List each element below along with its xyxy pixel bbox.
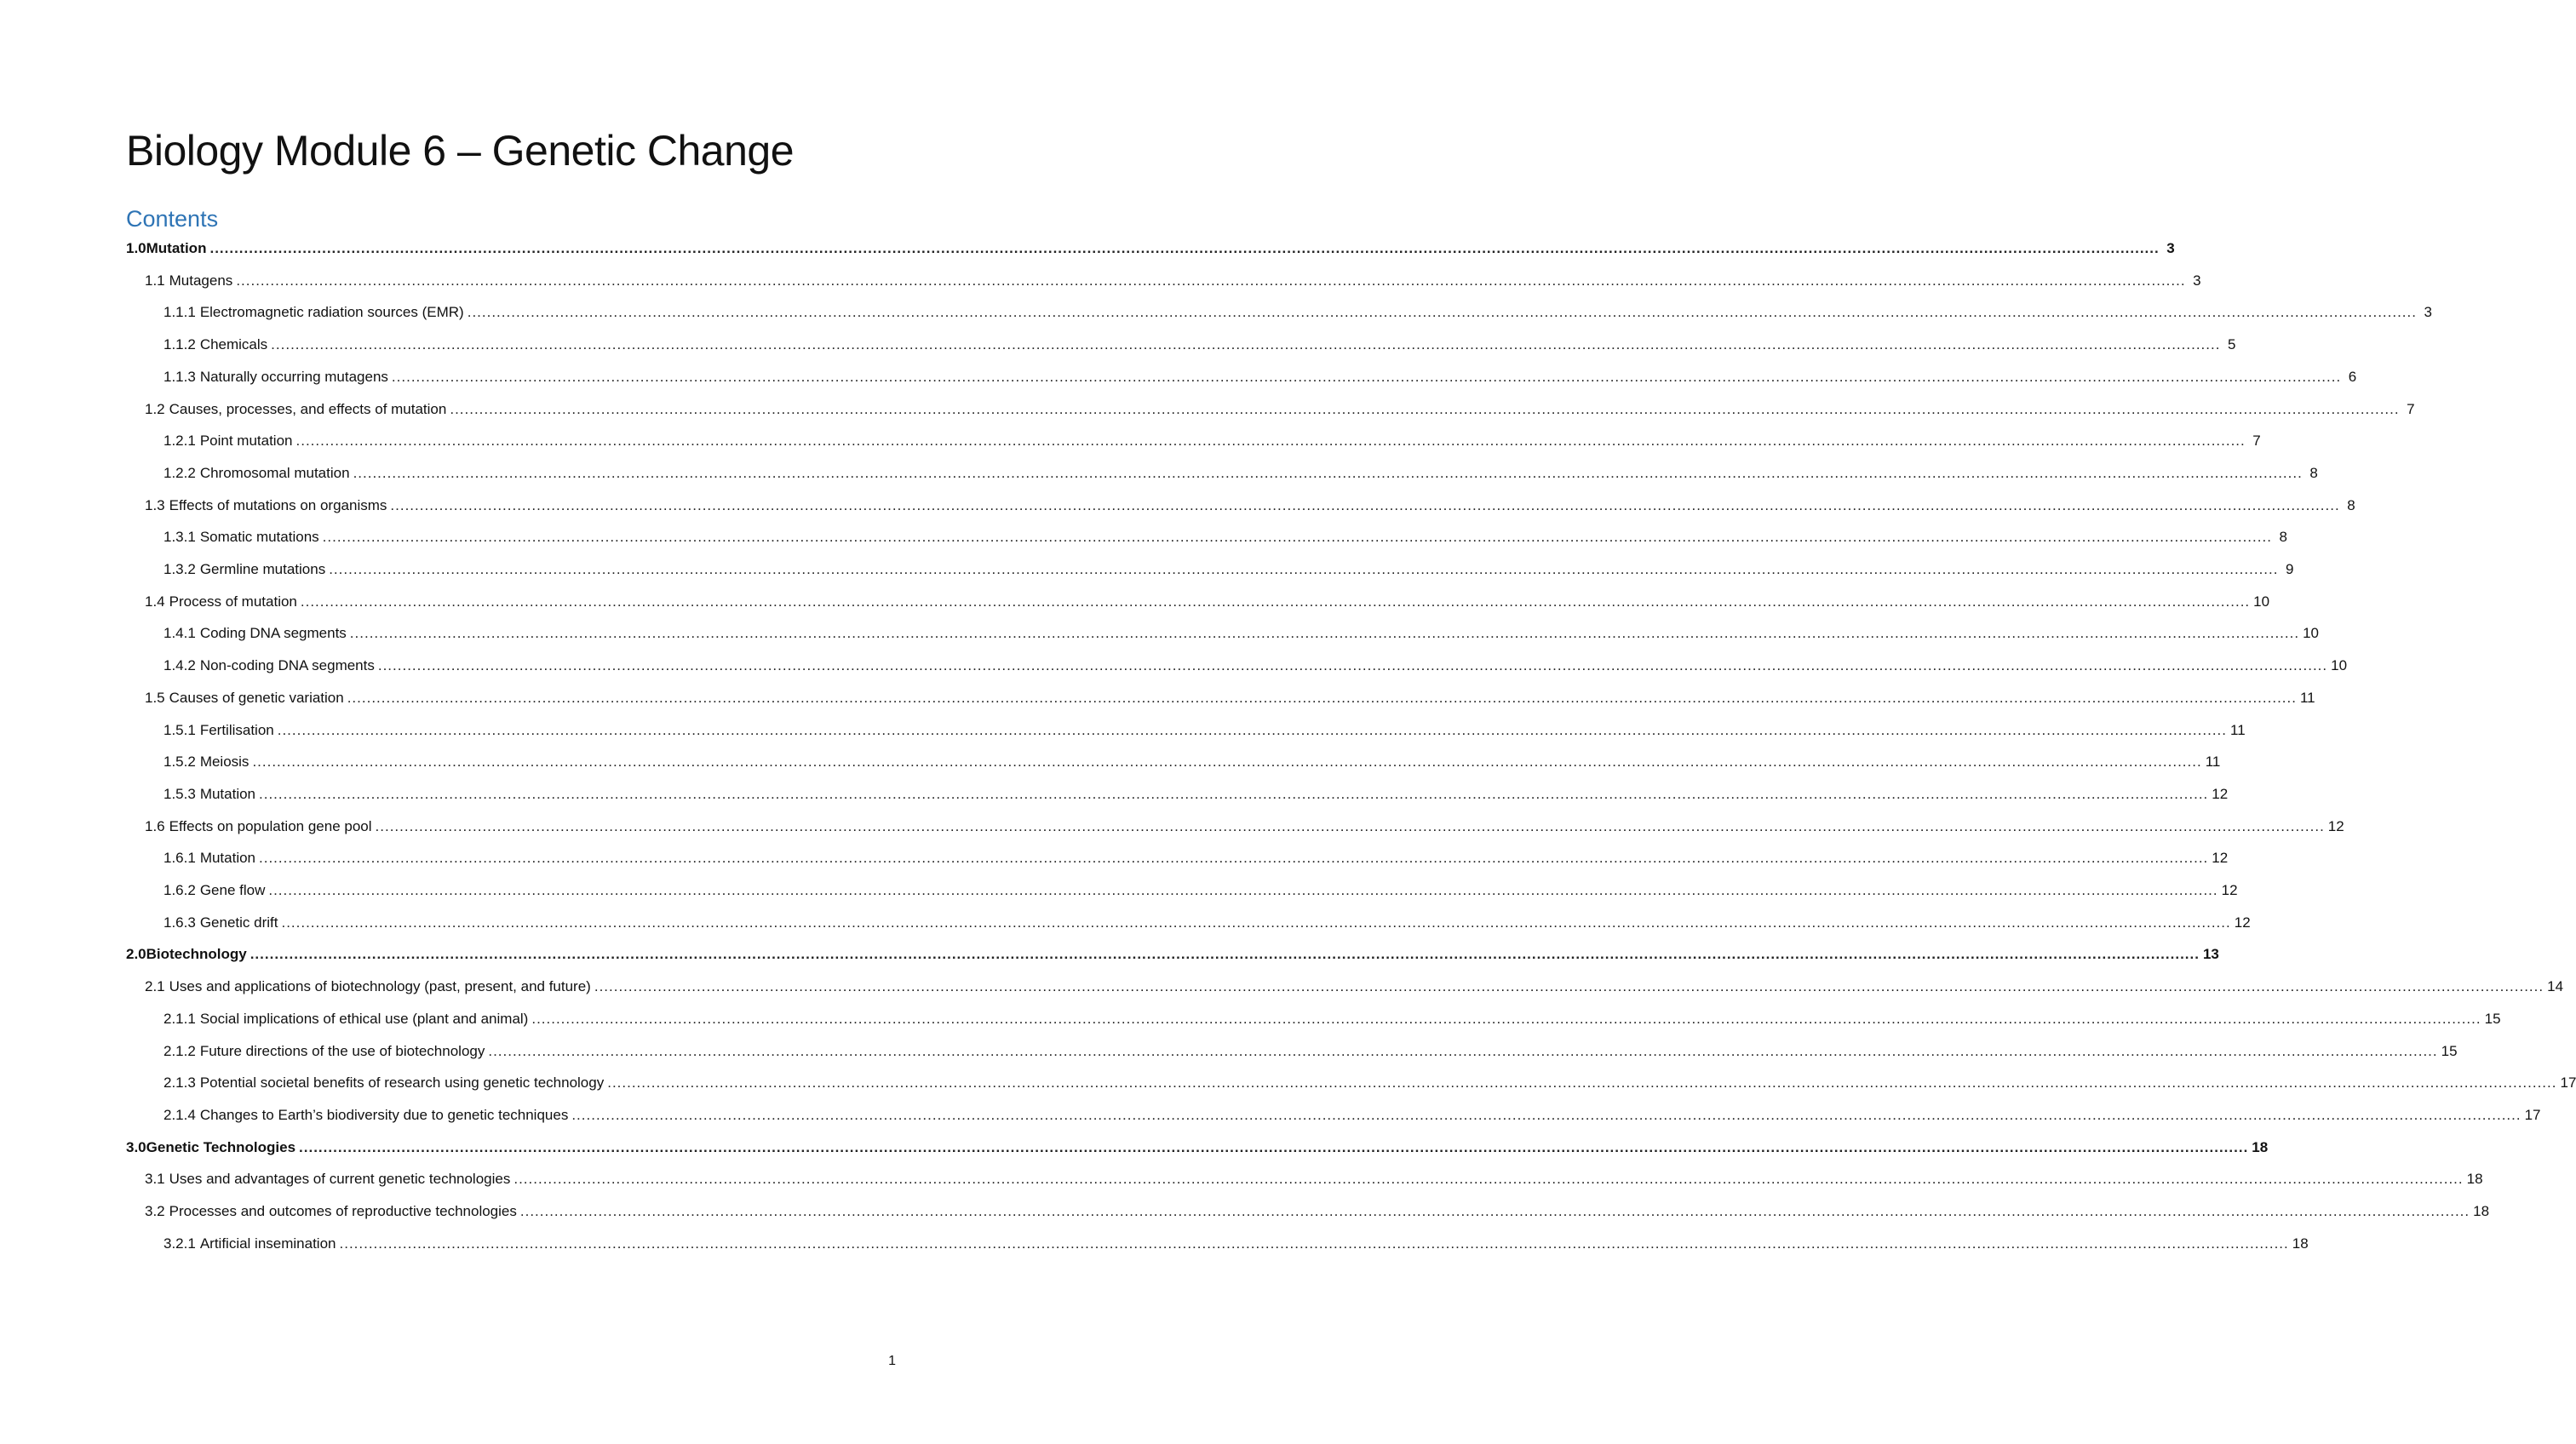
toc-entry-number: 1.2 — [145, 400, 165, 417]
toc-dot-leader: ................................................................................................................................................................................................................................................................................................................................................................................................................ — [353, 464, 2303, 481]
toc-entry-page: 7 — [2252, 433, 2261, 450]
toc-entry[interactable] — [0, 688, 2315, 708]
toc-entry-number: 1.6.3 — [164, 914, 196, 931]
toc-entry-page: 9 — [2286, 561, 2294, 577]
toc-entry-line[interactable] — [145, 1169, 2483, 1189]
toc-entry-page: 12 — [2212, 850, 2229, 867]
toc-entry-page: 8 — [2309, 464, 2318, 481]
toc-entry-number: 2.1.4 — [164, 1106, 196, 1123]
toc-dot-leader: ................................................................................................................................................................................................................................................................................................................................................................................................................ — [271, 336, 2221, 353]
toc-entry-number: 1.3.2 — [164, 561, 196, 577]
toc-entry-page: 12 — [2327, 817, 2344, 834]
toc-entry-title: Coding DNA segments — [199, 625, 347, 642]
toc-dot-leader: ................................................................................................................................................................................................................................................................................................................................................................................................................ — [259, 785, 2209, 802]
toc-entry-number: 1.3.1 — [164, 529, 196, 546]
toc-dot-leader: ................................................................................................................................................................................................................................................................................................................................................................................................................ — [252, 754, 2202, 771]
toc-entry-page: 8 — [2347, 496, 2355, 513]
toc-entry[interactable] — [0, 944, 2219, 965]
toc-entry-number: 1.2.2 — [164, 464, 196, 481]
toc-dot-leader: ................................................................................................................................................................................................................................................................................................................................................................................................................ — [571, 1106, 2521, 1123]
toc-entry-title: Germline mutations — [199, 561, 326, 577]
toc-dot-leader: ................................................................................................................................................................................................................................................................................................................................................................................................................ — [339, 1235, 2289, 1252]
toc-entry-title: Effects of mutations on organisms — [169, 496, 387, 513]
toc-entry-page: 15 — [2484, 1010, 2501, 1027]
toc-dot-leader: ................................................................................................................................................................................................................................................................................................................................................................................................................ — [268, 882, 2218, 898]
toc-dot-leader: ................................................................................................................................................................................................................................................................................................................................................................................................................ — [594, 978, 2544, 995]
toc-entry-page: 3 — [2166, 240, 2175, 256]
toc-entry-number: 1.1.2 — [164, 336, 196, 353]
toc-entry-line[interactable] — [145, 399, 2415, 420]
toc-entry-line[interactable] — [145, 271, 2201, 291]
toc-entry-page: 14 — [2547, 978, 2564, 995]
toc-entry-page: 18 — [2466, 1171, 2483, 1188]
toc-entry[interactable] — [0, 335, 2236, 355]
toc-entry-line[interactable] — [164, 623, 2319, 644]
toc-entry-title: Uses and advantages of current genetic technologies — [169, 1171, 511, 1188]
toc-entry-line[interactable] — [164, 431, 2261, 451]
toc-entry-number: 1.5 — [145, 689, 165, 706]
toc-dot-leader: ................................................................................................................................................................................................................................................................................................................................................................................................................ — [467, 304, 2417, 321]
toc-entry-page: 3 — [2424, 304, 2432, 321]
toc-entry[interactable] — [0, 880, 2238, 901]
toc-entry-page: 11 — [2299, 689, 2315, 706]
toc-entry-title: Chromosomal mutation — [199, 464, 350, 481]
toc-entry[interactable] — [0, 463, 2318, 484]
toc-entry-line[interactable] — [164, 752, 2221, 772]
toc-entry-title: Biotechnology — [146, 946, 247, 963]
toc-entry-line[interactable] — [164, 656, 2348, 676]
toc-entry[interactable] — [0, 1073, 2576, 1093]
toc-dot-leader: ................................................................................................................................................................................................................................................................................................................................................................................................................ — [377, 657, 2328, 674]
toc-dot-leader: ................................................................................................................................................................................................................................................................................................................................................................................................................ — [300, 593, 2251, 610]
toc-entry-number: 1.2.1 — [164, 433, 196, 450]
toc-entry-number: 1.6.2 — [164, 882, 196, 898]
toc-dot-leader: ................................................................................................................................................................................................................................................................................................................................................................................................................ — [347, 689, 2297, 706]
toc-entry-number: 2.1.1 — [164, 1010, 196, 1027]
toc-entry-number: 1.4.1 — [164, 625, 196, 642]
toc-dot-leader: ................................................................................................................................................................................................................................................................................................................................................................................................................ — [607, 1074, 2557, 1092]
toc-entry-number: 2.0 — [126, 946, 146, 963]
toc-entry-page: 8 — [2279, 529, 2287, 546]
toc-entry-title: Effects on population gene pool — [169, 817, 372, 834]
toc-entry-line[interactable] — [164, 463, 2318, 484]
toc-entry[interactable] — [0, 431, 2261, 451]
toc-entry[interactable] — [0, 271, 2201, 291]
toc-entry[interactable] — [0, 1041, 2458, 1062]
toc-entry[interactable] — [0, 496, 2355, 516]
toc-entry-line[interactable] — [164, 913, 2251, 933]
toc-entry-line[interactable] — [164, 880, 2238, 901]
toc-entry-title: Electromagnetic radiation sources (EMR) — [199, 304, 464, 321]
toc-dot-leader: ................................................................................................................................................................................................................................................................................................................................................................................................................ — [488, 1042, 2438, 1059]
toc-entry-number: 1.5.1 — [164, 721, 196, 738]
toc-entry-number: 1.1.3 — [164, 368, 196, 385]
toc-dot-leader: ................................................................................................................................................................................................................................................................................................................................................................................................................ — [375, 817, 2325, 834]
page-number: 1 — [888, 1354, 896, 1368]
toc-entry-page: 7 — [2407, 400, 2415, 417]
toc-dot-leader: ................................................................................................................................................................................................................................................................................................................................................................................................................ — [236, 272, 2186, 289]
toc-entry-line[interactable] — [145, 688, 2315, 708]
toc-entry[interactable] — [0, 592, 2270, 612]
toc-entry-title: Meiosis — [199, 754, 250, 771]
toc-entry-number: 2.1 — [145, 978, 165, 995]
toc-entry-page: 18 — [2292, 1235, 2309, 1252]
toc-entry-title: Process of mutation — [169, 593, 297, 610]
toc-entry[interactable] — [0, 913, 2251, 933]
toc-entry-title: Future directions of the use of biotechnology — [199, 1042, 485, 1059]
toc-dot-leader: ................................................................................................................................................................................................................................................................................................................................................................................................................ — [277, 721, 2227, 738]
toc-entry[interactable] — [0, 817, 2344, 837]
toc-entry[interactable] — [0, 1234, 2309, 1254]
toc-entry[interactable] — [0, 720, 2246, 741]
toc-dot-leader: ................................................................................................................................................................................................................................................................................................................................................................................................................ — [531, 1010, 2481, 1027]
toc-entry[interactable] — [0, 1105, 2541, 1126]
toc-dot-leader: ................................................................................................................................................................................................................................................................................................................................................................................................................ — [322, 529, 2272, 546]
toc-entry-line[interactable] — [145, 592, 2270, 612]
toc-entry-title: Point mutation — [199, 433, 293, 450]
toc-entry-page: 18 — [2252, 1138, 2269, 1155]
toc-entry-number: 1.1 — [145, 272, 165, 289]
toc-entry-title: Genetic Technologies — [146, 1138, 296, 1155]
toc-entry-page: 12 — [2212, 785, 2229, 802]
toc-dot-leader: ................................................................................................................................................................................................................................................................................................................................................................................................................ — [259, 850, 2209, 867]
toc-entry-page: 17 — [2524, 1106, 2541, 1123]
toc-entry-page: 3 — [2193, 272, 2201, 289]
toc-entry-line[interactable] — [164, 1009, 2501, 1029]
toc-dot-leader: ................................................................................................................................................................................................................................................................................................................................................................................................................ — [391, 368, 2342, 385]
toc-entry-line[interactable] — [164, 1041, 2458, 1062]
toc-entry-line[interactable] — [126, 1137, 2269, 1158]
toc-entry-line[interactable] — [164, 302, 2432, 323]
toc-entry-page: 12 — [2221, 882, 2238, 898]
toc-entry-page: 10 — [2253, 593, 2270, 610]
toc-dot-leader: ................................................................................................................................................................................................................................................................................................................................................................................................................ — [295, 433, 2246, 450]
toc-entry-number: 1.4 — [145, 593, 165, 610]
toc-entry-title: Social implications of ethical use (plant and animal) — [199, 1010, 529, 1027]
toc-entry-title: Fertilisation — [199, 721, 274, 738]
toc-entry-page: 18 — [2473, 1203, 2490, 1219]
toc-entry-page: 6 — [2348, 368, 2357, 385]
toc-entry-title: Causes of genetic variation — [169, 689, 344, 706]
toc-entry-line[interactable] — [126, 238, 2175, 259]
toc-entry-number: 1.6.1 — [164, 850, 196, 867]
toc-entry-page: 10 — [2331, 657, 2348, 674]
toc-entry-title: Uses and applications of biotechnology (past, present, and future) — [169, 978, 591, 995]
toc-dot-leader: ................................................................................................................................................................................................................................................................................................................................................................................................................ — [519, 1203, 2470, 1219]
toc-entry-line[interactable] — [164, 559, 2294, 580]
toc-entry-number: 3.2.1 — [164, 1235, 196, 1252]
toc-entry-number: 1.4.2 — [164, 657, 196, 674]
toc-dot-leader: ................................................................................................................................................................................................................................................................................................................................................................................................................ — [349, 625, 2300, 642]
toc-entry-line[interactable] — [164, 784, 2229, 805]
toc-entry[interactable] — [0, 752, 2221, 772]
toc-entry[interactable] — [0, 1201, 2490, 1222]
toc-dot-leader: ................................................................................................................................................................................................................................................................................................................................................................................................................ — [209, 240, 2160, 256]
toc-entry-number: 1.5.3 — [164, 785, 196, 802]
toc-entry-title: Somatic mutations — [199, 529, 319, 546]
toc-entry-line[interactable] — [145, 977, 2564, 997]
toc-entry-line[interactable] — [164, 335, 2236, 355]
toc-entry-title: Genetic drift — [199, 914, 278, 931]
toc-entry-line[interactable] — [126, 944, 2219, 965]
toc-dot-leader: ................................................................................................................................................................................................................................................................................................................................................................................................................ — [329, 561, 2279, 577]
toc-entry-line[interactable] — [145, 496, 2355, 516]
toc-entry[interactable] — [0, 238, 2175, 259]
toc-entry-title: Mutation — [199, 850, 256, 867]
toc-entry-title: Mutation — [199, 785, 256, 802]
toc-entry-line[interactable] — [164, 848, 2229, 868]
toc-entry-number: 1.6 — [145, 817, 165, 834]
toc-entry-number: 3.2 — [145, 1203, 165, 1219]
toc-entry-title: Naturally occurring mutagens — [199, 368, 388, 385]
toc-entry[interactable] — [0, 623, 2319, 644]
toc-entry-title: Mutagens — [169, 272, 233, 289]
toc-entry-title: Non-coding DNA segments — [199, 657, 375, 674]
toc-entry-title: Gene flow — [199, 882, 266, 898]
toc-entry-page: 11 — [2230, 721, 2246, 738]
toc-dot-leader: ................................................................................................................................................................................................................................................................................................................................................................................................................ — [281, 914, 2231, 931]
toc-entry[interactable] — [0, 1009, 2501, 1029]
toc-entry-number: 2.1.2 — [164, 1042, 196, 1059]
toc-entry[interactable] — [0, 559, 2294, 580]
toc-entry[interactable] — [0, 527, 2287, 547]
toc-entry-number: 1.0 — [126, 240, 146, 256]
toc-entry-title: Processes and outcomes of reproductive technologies — [169, 1203, 517, 1219]
toc-entry-title: Changes to Earth’s biodiversity due to genetic techniques — [199, 1106, 569, 1123]
toc-dot-leader: ................................................................................................................................................................................................................................................................................................................................................................................................................ — [513, 1171, 2464, 1188]
toc-entry-line[interactable] — [145, 817, 2344, 837]
toc-entry-number: 1.1.1 — [164, 304, 196, 321]
toc-entry[interactable] — [0, 302, 2432, 323]
toc-entry[interactable] — [0, 1137, 2269, 1158]
toc-entry-number: 3.1 — [145, 1171, 165, 1188]
toc-entry-page: 10 — [2303, 625, 2319, 642]
toc-entry-page: 13 — [2202, 946, 2219, 963]
toc-entry-page: 17 — [2560, 1074, 2576, 1092]
toc-entry-page: 5 — [2227, 336, 2236, 353]
toc-entry-title: Artificial insemination — [199, 1235, 336, 1252]
toc-entry[interactable] — [0, 656, 2348, 676]
toc-entry-number: 1.3 — [145, 496, 165, 513]
toc-entry[interactable] — [0, 367, 2357, 387]
toc-dot-leader: ................................................................................................................................................................................................................................................................................................................................................................................................................ — [390, 496, 2340, 513]
toc-dot-leader: ................................................................................................................................................................................................................................................................................................................................................................................................................ — [250, 946, 2200, 963]
toc-entry-line[interactable] — [145, 1201, 2490, 1222]
toc-entry-line[interactable] — [164, 1073, 2576, 1093]
toc-entry[interactable] — [0, 977, 2564, 997]
toc-entry[interactable] — [0, 784, 2229, 805]
toc-entry[interactable] — [0, 1169, 2483, 1189]
toc-entry-title: Chemicals — [199, 336, 268, 353]
page-title: Biology Module 6 – Genetic Change — [126, 127, 795, 175]
toc-entry-line[interactable] — [164, 367, 2357, 387]
toc-entry-number: 3.0 — [126, 1138, 146, 1155]
toc-entry-line[interactable] — [164, 527, 2287, 547]
toc-dot-leader: ................................................................................................................................................................................................................................................................................................................................................................................................................ — [299, 1138, 2249, 1155]
toc-entry-title: Causes, processes, and effects of mutation — [169, 400, 447, 417]
toc-entry-title: Potential societal benefits of research using genetic technology — [199, 1074, 605, 1092]
toc-entry-number: 2.1.3 — [164, 1074, 196, 1092]
toc-entry-page: 12 — [2234, 914, 2251, 931]
toc-dot-leader: ................................................................................................................................................................................................................................................................................................................................................................................................................ — [450, 400, 2400, 417]
toc-entry-line[interactable] — [164, 1234, 2309, 1254]
toc-entry-line[interactable] — [164, 1105, 2541, 1126]
contents-heading: Contents — [126, 206, 219, 232]
toc-entry-title: Mutation — [146, 240, 207, 256]
toc-entry-number: 1.5.2 — [164, 754, 196, 771]
toc-entry-page: 11 — [2205, 754, 2221, 771]
toc-entry[interactable] — [0, 399, 2415, 420]
toc-entry-page: 15 — [2441, 1042, 2458, 1059]
toc-entry[interactable] — [0, 848, 2229, 868]
toc-entry-line[interactable] — [164, 720, 2246, 741]
